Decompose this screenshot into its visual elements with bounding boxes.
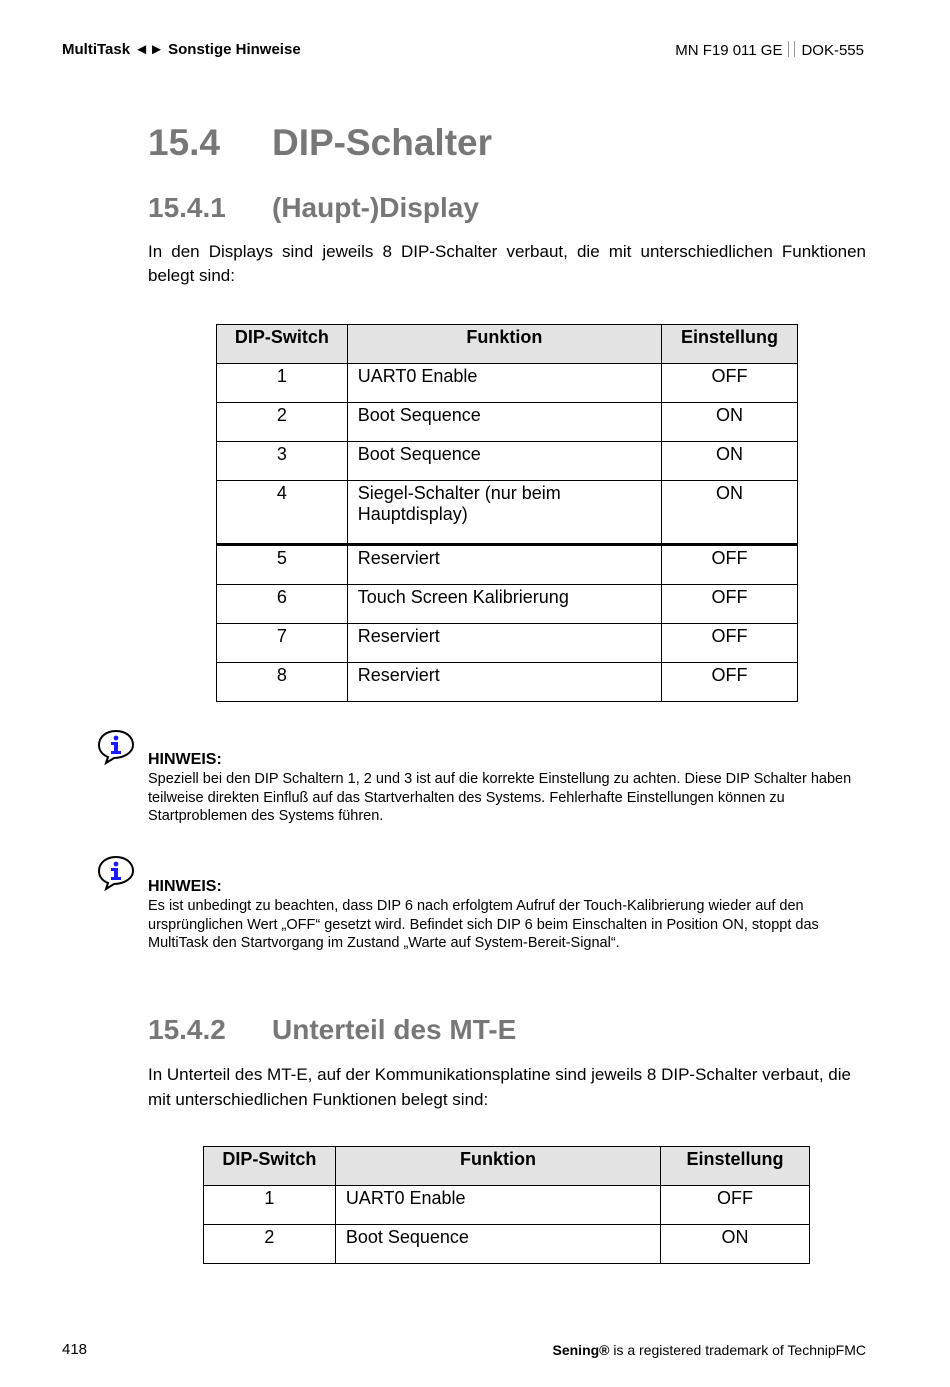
heading-15-4 (148, 122, 492, 164)
table-row (217, 585, 798, 624)
page-number: 418 (62, 1341, 88, 1358)
header-einstellung: Einstellung (661, 1147, 810, 1186)
header-doc-ref: DOK-555 (801, 42, 864, 59)
cell-funktion: UART0 Enable (335, 1186, 660, 1225)
note-text: Speziell bei den DIP Schaltern 1, 2 und 3 ist auf die korrekte Einstellung zu achten. Diese DIP Schalter haben teilweise direkten Einfluß auf das Startverhalten des Systems. Fehlerhafte Einstellungen können zu Startproblemen des Systems führen. (148, 771, 852, 824)
cell-funktion: Siegel-Schalter (nur beim Hauptdisplay) (347, 481, 661, 545)
heading-number: 15.4.1 (148, 192, 226, 223)
table-row (204, 1225, 810, 1264)
footer-trademark-text: is a registered trademark of TechnipFMC (609, 1342, 866, 1358)
table-row (217, 545, 798, 585)
cell-funktion: Boot Sequence (347, 403, 661, 442)
table-row (217, 403, 798, 442)
header-dip-switch: DIP-Switch (217, 325, 348, 364)
note-title: HINWEIS: (148, 751, 222, 768)
cell-funktion: UART0 Enable (347, 364, 661, 403)
table-row (217, 663, 798, 702)
cell-funktion: Reserviert (347, 624, 661, 663)
header-funktion: Funktion (347, 325, 661, 364)
note-hinweis-1 (148, 750, 868, 826)
cell-switch: 8 (217, 663, 348, 702)
cell-einstellung: ON (662, 481, 798, 545)
info-icon (97, 729, 135, 765)
cell-switch: 2 (204, 1225, 336, 1264)
cell-einstellung: ON (662, 442, 798, 481)
cell-einstellung: OFF (662, 624, 798, 663)
header-product: MultiTask (62, 41, 131, 58)
cell-funktion: Boot Sequence (347, 442, 661, 481)
table-header-row (217, 325, 798, 364)
cell-funktion: Touch Screen Kalibrierung (347, 585, 661, 624)
cell-switch: 6 (217, 585, 348, 624)
footer-brand: Sening® (552, 1342, 610, 1358)
cell-einstellung: OFF (662, 663, 798, 702)
info-icon (97, 855, 135, 891)
header-left (62, 41, 301, 58)
header-arrows: ◄► (134, 41, 164, 58)
cell-einstellung: OFF (661, 1186, 810, 1225)
table-row (217, 624, 798, 663)
cell-switch: 5 (217, 545, 348, 585)
table-row (217, 364, 798, 403)
cell-switch: 1 (204, 1186, 336, 1225)
heading-title: DIP-Schalter (272, 122, 493, 163)
cell-funktion: Reserviert (347, 663, 661, 702)
heading-title: (Haupt-)Display (272, 192, 479, 223)
cell-einstellung: OFF (662, 585, 798, 624)
note-hinweis-2 (148, 877, 868, 953)
cell-einstellung: OFF (662, 364, 798, 403)
cell-switch: 7 (217, 624, 348, 663)
cell-switch: 2 (217, 403, 348, 442)
header-right (675, 41, 864, 59)
heading-number: 15.4 (148, 122, 221, 163)
header-separator (788, 41, 795, 57)
heading-15-4-2 (148, 1014, 516, 1046)
heading-title: Unterteil des MT-E (272, 1014, 517, 1045)
footer-trademark (553, 1342, 867, 1358)
intro-paragraph-display: In den Displays sind jeweils 8 DIP-Schalter verbaut, die mit unterschiedlichen Funktionen belegt sind: (148, 242, 866, 285)
header-section: Sonstige Hinweise (168, 41, 301, 58)
heading-number: 15.4.2 (148, 1014, 226, 1045)
note-title: HINWEIS: (148, 878, 222, 895)
heading-15-4-1 (148, 192, 479, 224)
cell-einstellung: ON (661, 1225, 810, 1264)
header-funktion: Funktion (335, 1147, 660, 1186)
header-doc-number: MN F19 011 GE (675, 42, 783, 59)
header-einstellung: Einstellung (662, 325, 798, 364)
note-text: Es ist unbedingt zu beachten, dass DIP 6 nach erfolgtem Aufruf der Touch-Kalibrierung wieder auf den ursprünglichen Wert „OFF“ gesetzt wird. Befindet sich DIP 6 beim Einschalten in Position ON, stoppt das MultiTask den Startvorgang im Zustand „Warte auf System-Bereit-Signal“. (148, 898, 819, 951)
table-row (217, 442, 798, 481)
cell-funktion: Boot Sequence (335, 1225, 660, 1264)
dip-table-mte (203, 1146, 810, 1264)
table-row (204, 1186, 810, 1225)
cell-funktion: Reserviert (347, 545, 661, 585)
table-header-row (204, 1147, 810, 1186)
cell-switch: 4 (217, 481, 348, 545)
dip-table-display (216, 324, 798, 702)
table-row (217, 481, 798, 545)
cell-switch: 3 (217, 442, 348, 481)
header-dip-switch: DIP-Switch (204, 1147, 336, 1186)
cell-switch: 1 (217, 364, 348, 403)
intro-paragraph-mte: In Unterteil des MT-E, auf der Kommunikationsplatine sind jeweils 8 DIP-Schalter verbaut, die mit unterschiedlichen Funktionen belegt sind: (148, 1065, 851, 1109)
cell-einstellung: OFF (662, 545, 798, 585)
cell-einstellung: ON (662, 403, 798, 442)
